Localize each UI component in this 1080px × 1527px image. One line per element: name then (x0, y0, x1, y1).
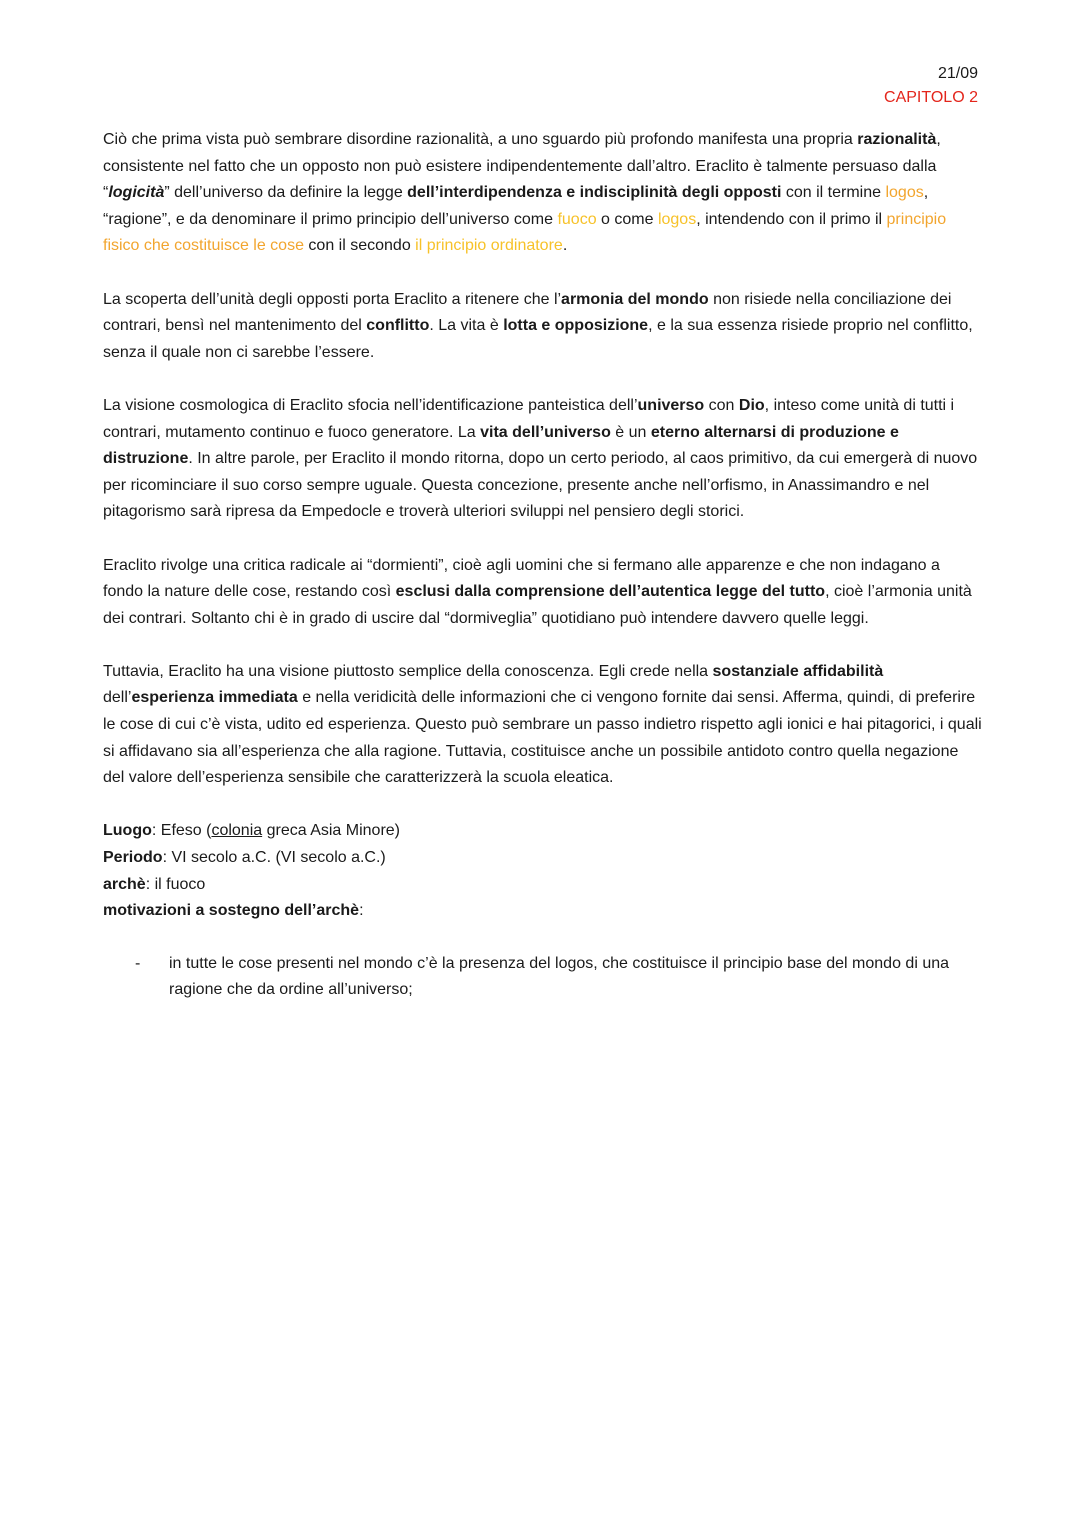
text: non risiede nella conciliazione dei contrari, bensì nel mantenimento del (103, 290, 952, 335)
paragraph-logos (103, 127, 983, 260)
page-date: 21/09 (937, 65, 978, 82)
bold-text: razionalità (857, 131, 937, 148)
text: , inteso come unità di tutti i contrari, mutamento continuo e fuoco generatore. La (103, 396, 955, 441)
text: . In altre parole, per Eraclito il mondo ritorna, dopo un certo periodo, al caos primitivo, da cui emergerà di nuovo per ricominciare il suo corso sempre uguale. Questa concezione, presente anche nell’orfismo, in Anassimandro e nel pitagorismo sarà ripresa da Empedocle e troverà ulteriori sviluppi nel pensiero degli storici. (103, 450, 978, 521)
text: è un (610, 423, 651, 441)
bold-text: esclusi dalla comprensione dell’autentica legge del tutto (395, 583, 826, 601)
text: Tuttavia, Eraclito ha una visione piuttosto semplice della conoscenza. Egli crede nella (103, 662, 713, 680)
text: greca Asia Minore) (262, 822, 400, 840)
bold-text: armonia del mondo (561, 290, 709, 308)
list-item-text: in tutte le cose presenti nel mondo c’è la presenza del logos, che costituisce il principio base del mondo di una ragione che da ordine all’universo; (169, 954, 950, 999)
highlight-text: fuoco (557, 210, 597, 228)
meta-label: Periodo (103, 849, 163, 867)
text: : VI secolo a.C. (VI secolo a.C.) (162, 849, 386, 867)
list-dash: - (135, 954, 141, 972)
text: dell’ (103, 689, 132, 707)
highlight-text: logos (885, 184, 924, 202)
text: Eraclito rivolge una critica radicale ai “dormienti”, cioè agli uomini che si fermano alle apparenze e che non indagano a fondo la nature delle cose, restando così (103, 556, 940, 601)
bold-text: conflitto (366, 317, 430, 335)
text: : il fuoco (145, 875, 206, 893)
bold-text: sostanziale affidabilità (712, 662, 884, 680)
text: e nella veridicità delle informazioni che ci vengono fornite dai sensi. Afferma, quindi, di preferire le cose di cui c’è vista, udito ed esperienza. Questo può sembrare un passo indietro rispetto agli ionici e hai pitagorici, i quali si affidavano sia all’esperienza che alla ragione. Tuttavia, costituisce anche un possibile antidoto contro quella negazione del valore dell’esperienza sensibile che caratterizzerà la scuola eleatica. (103, 689, 982, 787)
bold-text: lotta e opposizione (503, 317, 649, 335)
paragraph-conoscenza (103, 659, 983, 792)
text: , “ragione”, e da denominare il primo principio dell’universo come (103, 184, 929, 228)
text: , e la sua essenza risiede proprio nel conflitto, senza il quale non ci sarebbe l’essere. (103, 317, 973, 361)
bold-text: dell’interdipendenza e indisciplinità degli opposti (407, 184, 782, 202)
text: : (359, 902, 364, 920)
list-item (103, 951, 983, 1004)
meta-motivazioni (103, 898, 983, 925)
meta-luogo (103, 818, 983, 845)
text: con il secondo (303, 237, 416, 255)
text: . La vita è (429, 317, 504, 335)
meta-arche (103, 872, 983, 899)
meta-periodo (103, 845, 983, 872)
motivazioni-list (103, 951, 983, 1004)
text: Ciò che prima vista può sembrare disordine razionalità, a uno sguardo più profondo manifesta una propria (103, 131, 858, 148)
bold-text: esperienza immediata (131, 689, 298, 707)
text: , intendendo con il primo il (696, 210, 887, 228)
bold-text: universo (637, 396, 705, 414)
bold-text: vita dell’universo (480, 423, 611, 441)
paragraph-armonia (103, 287, 983, 367)
chapter-label: CAPITOLO 2 (884, 89, 978, 106)
text: : Efeso ( (151, 822, 212, 840)
page-header (884, 62, 978, 110)
meta-label: motivazioni a sostegno dell’archè (103, 902, 360, 920)
text: o come (596, 210, 658, 228)
highlight-text: principio fisico che costituisce le cose (103, 210, 947, 255)
text: con il termine (781, 184, 886, 202)
text: , cioè l’armonia unità dei contrari. Soltanto chi è in grado di uscire dal “dormiveglia” quotidiano può intendere davvero quelle leggi. (103, 583, 972, 627)
text: , consistente nel fatto che un opposto non può esistere indipendentemente dall’altro. Eraclito è talmente persuaso dalla “ (103, 131, 941, 202)
meta-label: Luogo (103, 822, 152, 840)
text: . (562, 237, 568, 255)
highlight-text: logos (657, 210, 697, 228)
document-body (103, 127, 983, 1004)
meta-label: archè (103, 875, 146, 893)
text: con (704, 396, 739, 414)
underlined-text: colonia (211, 822, 263, 840)
text: La scoperta dell’unità degli opposti porta Eraclito a ritenere che l’ (103, 290, 562, 308)
highlight-text: il principio ordinatore (415, 237, 563, 255)
paragraph-dormienti (103, 553, 983, 633)
paragraph-cosmologia (103, 393, 983, 526)
bold-italic-text: logicità (108, 184, 165, 202)
bold-text: eterno alternarsi di produzione e distruzione (103, 423, 899, 468)
bold-text: Dio (738, 396, 765, 414)
text: La visione cosmologica di Eraclito sfocia nell’identificazione panteistica dell’ (103, 396, 638, 414)
text: ” dell’universo da definire la legge (164, 184, 408, 202)
